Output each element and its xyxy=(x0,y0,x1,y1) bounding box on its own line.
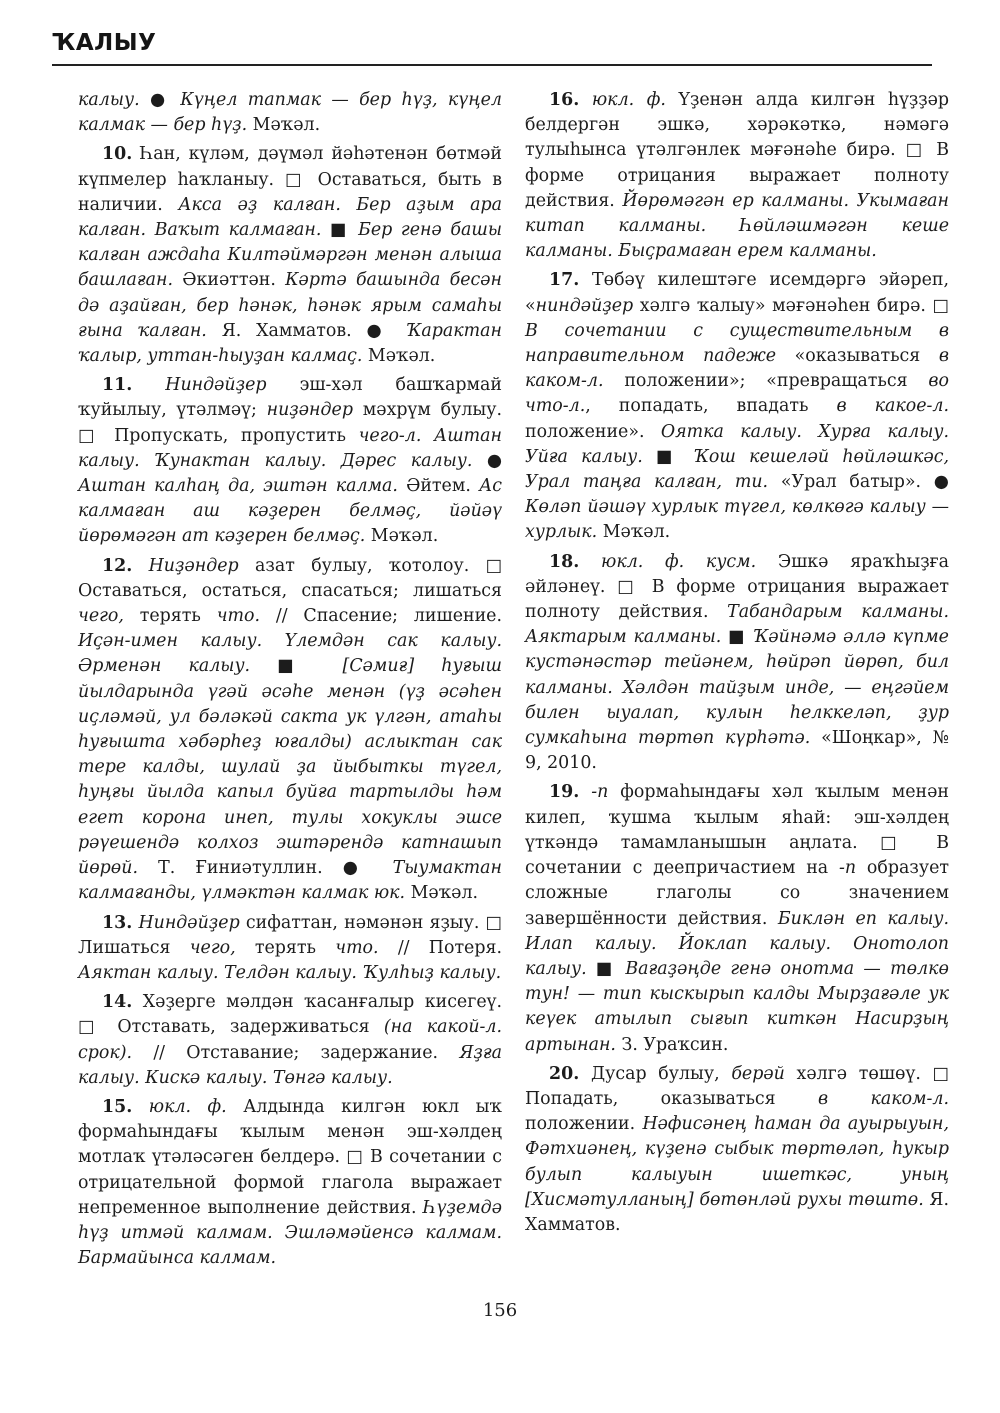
entry-text: Үҙенән алда килгән һүҙҙәр белдергән эшкә, хәрәкәткә, нәмәгә тулыһынса үтәлгәнлек мәғәнәһе бирә. □ В форме отрицания выражает полноту действия. xyxy=(525,90,950,211)
example-text: Аштан калһаң да, эштән калма. xyxy=(78,476,398,497)
example-text: в каком-л. xyxy=(525,346,949,392)
dictionary-entry xyxy=(78,142,502,369)
entry-text: Мәҡәл. xyxy=(365,526,439,547)
entry-text: ■ xyxy=(721,627,753,648)
right-column xyxy=(525,88,949,1242)
entry-text: «Шоңкар», № 9, 2010. xyxy=(525,728,949,774)
entry-text: Эшкә яраҡһыҙға әйләнеү. □ В форме отрицания выражает полноту действия. xyxy=(525,551,949,623)
entry-text: «Урал батыр». ● xyxy=(768,472,949,493)
example-text: Аяктан калыу. Телдән калыу. Ҡулһыҙ калыу. xyxy=(78,962,502,983)
dictionary-entry xyxy=(525,88,949,264)
dictionary-entry xyxy=(525,1062,949,1238)
example-text: Бер генә башы калған аждаһа Килтәймәргән менән алыша башлаған. xyxy=(78,220,502,291)
entry-text: положении. xyxy=(525,1114,643,1135)
example-text: Ниҙәндер xyxy=(148,555,239,576)
entry-text: ● xyxy=(472,450,503,471)
entry-text xyxy=(132,1097,149,1117)
example-text: Акса әҙ калған. Бер аҙым ара калған. Ваҡыт калмаған. xyxy=(78,194,502,241)
example-text: Ҡарактан ҡалыр, уттан-һыуҙан калмаҫ. xyxy=(78,320,502,367)
example-text: Кәртә башында бесән дә аҙайған, бер һәнәк, һәнәк ярым самаһы ғына ҡалған. xyxy=(78,270,502,341)
example-text: ниндәйҙер xyxy=(535,295,634,316)
example-text: Оятка калыу. Хурға калыу. Уйға калыу. xyxy=(525,421,949,467)
entry-text: Әйтем. xyxy=(397,476,480,497)
entry-text: Әкиәттән. xyxy=(173,270,286,291)
entry-text: Дусар булыу, xyxy=(579,1063,732,1084)
example-text: чего, xyxy=(189,937,236,958)
example-text: Ниндәйҙер xyxy=(138,912,240,933)
header-title: ҠАЛЫУ xyxy=(52,30,157,56)
entry-number: 13. xyxy=(102,912,133,933)
example-text: Һүҙемдә һүҙ итмәй калмам. Эшләмәйенсә калмам. Бармайынса калмам. xyxy=(78,1197,502,1269)
dictionary-entry xyxy=(78,990,502,1091)
entry-text xyxy=(421,426,434,446)
entry-text: эш-хәл башҡармай ҡуйылыу, үтәлмәү; xyxy=(78,375,502,421)
entry-text xyxy=(579,782,591,802)
example-text: Ас калмаған аш кәҙерен белмәҫ, йәйәү йөрөмәгән ат кәҙерен белмәҫ. xyxy=(78,476,502,547)
example-text: -п xyxy=(591,782,609,803)
entry-text: Я. Хамматов. ● xyxy=(206,320,406,341)
example-text: Тыумактан калмағанды, үлмәктән калмак юк. xyxy=(78,858,502,904)
entry-number: 14. xyxy=(102,992,133,1013)
entry-text xyxy=(579,90,592,110)
example-text: Нәфисәнең һаман да ауырыуын, Фәтхиәнең, күҙенә сыбык төртөләп, һукыр булып калыуын ишеткәс, уның [Хисмәтулланың] бөтөнләй рухы төштө. xyxy=(525,1114,950,1210)
example-text: что. xyxy=(335,937,379,958)
entry-text: ■ xyxy=(642,446,694,467)
example-text: Биклән еп калыу. Илап калыу. Йоклап калыу. Онотолоп калыу. xyxy=(525,908,949,979)
entry-text: Хәҙерге мәлдән ҡасанғалыр кисегеү. □ Отставать, задерживаться xyxy=(78,992,502,1038)
entry-text: Алдында килгән юкл ыҡ формаһындағы ҡылым менән эш-хәлдең мотлаҡ үтәләсәген белдерә. □ В сочетании с отрицательной формой глагола выражает непременное выполнение действия. xyxy=(78,1096,502,1218)
dictionary-entry xyxy=(525,780,949,1057)
running-header xyxy=(52,30,932,56)
entry-text: Төбәү килештәге исемдәргә эйәреп, « xyxy=(525,270,949,316)
example-text: Табандарым калманы. Аяктарым калманы. xyxy=(525,602,949,648)
entry-number: 11. xyxy=(102,375,133,396)
example-text: Ҡәйнәмә әллә күпме кустәнәстәр тейәнем, һөйрәп йөрөп, бил калманы. Хәлдән тайҙым инде, — еңгәйем билен ыуалап, кулын һелккеләп, ҙур сумкаһына төртөп күрһәтә. xyxy=(525,627,949,749)
entry-number: 12. xyxy=(102,555,133,576)
left-column xyxy=(78,88,502,1275)
example-text: в какое-л. xyxy=(836,396,949,417)
example-text: Иҫән-имен калыу. Үлемдән сак калыу. Әрменән калыу. xyxy=(78,631,502,677)
entry-number: 15. xyxy=(102,1096,133,1117)
entry-text: Мәҡәл. xyxy=(405,883,479,904)
entry-text: Мәҡәл. xyxy=(597,522,671,543)
entry-text xyxy=(132,375,165,395)
entry-text: // Потеря. xyxy=(378,937,502,958)
example-text: Аштан калыу. Ҡунактан калыу. Дәрес калыу. xyxy=(78,425,502,471)
entry-text: мәхрүм булыу. □ Пропускать, пропустить xyxy=(78,400,502,446)
entry-text: хәлгә ҡалыу» мәғәнәһен бирә. □ xyxy=(633,295,949,316)
dictionary-entry xyxy=(525,268,949,545)
entry-text: положении»; «превращаться xyxy=(603,371,929,392)
entry-text: ■ xyxy=(586,958,626,979)
example-text: Ҡош кешеләй һөйләшкәс, Урал таңға калған, ти. xyxy=(525,446,949,493)
entry-number: 10. xyxy=(102,144,133,165)
example-text: -п xyxy=(839,858,857,879)
entry-number: 16. xyxy=(549,90,580,110)
entry-number: 19. xyxy=(549,782,580,803)
example-text: ниҙәндер xyxy=(266,400,353,421)
example-text: В сочетании с существительным в направительном падеже xyxy=(525,320,949,367)
entry-text: // Спасение; лишение. xyxy=(260,606,502,627)
dictionary-entry xyxy=(78,554,502,907)
example-text: Йөрөмәгән ер калманы. Укымаған китап калманы. Һөйләшмәгән кеше калманы. Быҫрамаған ерем калманы. xyxy=(525,190,949,262)
example-text: юкл. ф. кусм. xyxy=(601,551,757,572)
example-text: (на какой-л. срок). xyxy=(78,1017,502,1063)
entry-text: терять xyxy=(123,606,217,627)
entry-number: 17. xyxy=(549,270,580,291)
example-text: Ниндәйҙер xyxy=(165,375,267,396)
entry-text xyxy=(579,552,601,572)
example-text: во что-л. xyxy=(525,371,949,417)
entry-text: хәлгә төшөү. □ Попадать, оказываться xyxy=(525,1063,949,1109)
dictionary-entry xyxy=(78,911,502,987)
entry-text: формаһындағы хәл ҡылым менән килеп, ҡушма ҡылым яһай: эш-хәлдең үткәндә тамамланышын аңлата. □ В сочетании с деепричастием на xyxy=(525,782,949,879)
entry-text: // Отставание; задержание. xyxy=(132,1042,460,1063)
example-text: Көләп йәшәү хурлык түгел, көлкөгә калыу — хурлык. xyxy=(525,497,949,543)
example-text: юкл. ф. xyxy=(148,1096,227,1117)
example-text: Күңел тапмак — бер һүҙ, күңел калмак — бер һүҙ. xyxy=(78,90,502,136)
dictionary-entry xyxy=(78,373,502,549)
entry-text: З. Ураҡсин. xyxy=(615,1034,729,1055)
example-text: чего-л. xyxy=(358,425,422,446)
entry-text: Я. Хамматов. xyxy=(525,1189,949,1235)
entry-text xyxy=(132,556,148,576)
example-text: что. xyxy=(216,606,261,627)
entry-text: ● xyxy=(149,90,181,110)
entry-text: ■ xyxy=(321,220,359,241)
page-number: 156 xyxy=(482,1300,518,1321)
example-text: [Сәмиғ] һуғыш йылдарында үгәй әсәһе менән (үҙ әсәһен иҫләмәй, ул бәләкәй сакта ук үлгән, атаһы һуғышта хәбәрһеҙ юғалды) аслыктан сак тере калды, шулай ҙа йыбыткы түгел, һуңғы йылда капыл буйға тартылды һәм егет корона инеп, тулы хокуклы эшсе рәүешендә колхоз эштәрендә катнашып йөрөй. xyxy=(78,656,502,879)
entry-text: сифаттан, нәмәнән яҙыу. □ Лишаться xyxy=(78,912,502,958)
example-text: берәй xyxy=(731,1063,785,1084)
entry-text: Мәҡәл. xyxy=(362,346,436,367)
example-text: Вағаҙәңде генә онотма — төлкө тун! — тип кыскырып калды Мырҙағәле ук кеүек атылып сығып киткән Насирҙың артынан. xyxy=(525,958,949,1055)
entry-text: Мәҡәл. xyxy=(247,115,321,136)
example-text: юкл. ф. xyxy=(591,90,666,110)
entry-number: 18. xyxy=(549,551,580,572)
entry-text: «оказываться xyxy=(776,346,939,367)
dictionary-entry xyxy=(78,1095,502,1271)
example-text: калыу. xyxy=(78,90,150,110)
example-text: чего, xyxy=(78,606,124,627)
entry-text: Т. Ғиниәтуллин. ● xyxy=(138,858,393,879)
dictionary-entry xyxy=(525,550,949,777)
header-rule xyxy=(52,64,932,66)
example-text: Яҙға калыу. Кискә калыу. Төнгә калыу. xyxy=(78,1042,502,1088)
dictionary-entry xyxy=(78,88,502,138)
entry-text: образует сложные глаголы со значением завершённости действия. xyxy=(525,858,949,929)
entry-number: 20. xyxy=(549,1063,580,1084)
entry-text: положение». xyxy=(525,421,661,442)
entry-text: , попадать, впадать xyxy=(585,396,837,417)
entry-text: терять xyxy=(235,937,336,958)
entry-text: азат булыу, ҡотолоу. □ Оставаться, остаться, спасаться; лишаться xyxy=(78,555,503,601)
example-text: в каком-л. xyxy=(818,1088,950,1109)
entry-text: Һан, күләм, дәүмәл йәһәтенән бөтмәй күпмелер һаҡланыу. □ Оставаться, быть в наличии. xyxy=(78,144,502,215)
entry-text: ■ xyxy=(250,656,343,677)
